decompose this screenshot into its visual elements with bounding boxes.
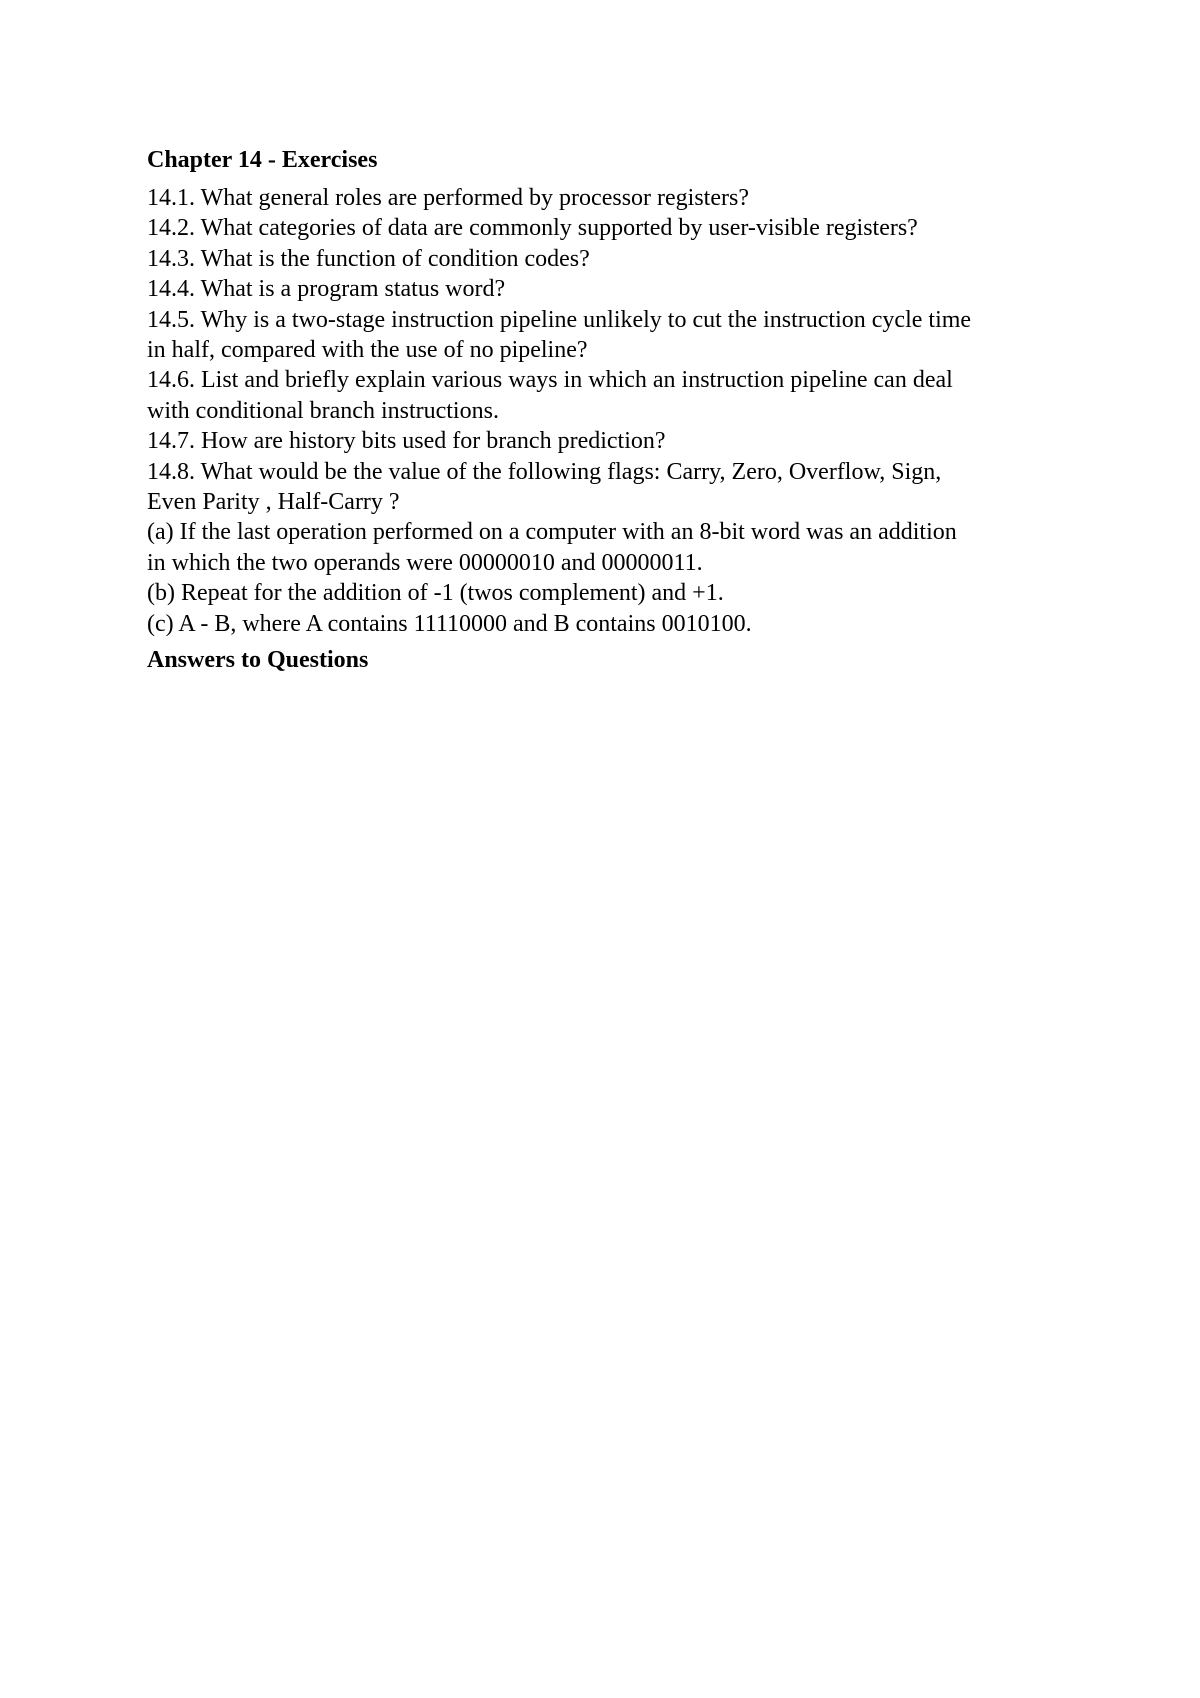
text-line: 14.6. List and briefly explain various ways in which an instruction pipeline can deal — [147, 367, 953, 394]
text-line: Even Parity , Half-Carry ? — [147, 489, 400, 516]
text-line: (c) A - B, where A contains 11110000 and B contains 0010100. — [147, 610, 752, 637]
text-line: 14.4. What is a program status word? — [147, 276, 506, 303]
text-line: (a) If the last operation performed on a computer with an 8-bit word was an addition — [147, 519, 957, 546]
exercise-lines — [147, 183, 1067, 639]
document-content — [147, 145, 1067, 675]
text-line: 14.1. What general roles are performed by processor registers? — [147, 185, 749, 211]
text-line: 14.2. What categories of data are commonly supported by user-visible registers? — [147, 215, 918, 242]
text-line: with conditional branch instructions. — [147, 397, 499, 424]
chapter-heading: Chapter 14 - Exercises — [147, 147, 378, 173]
text-line: 14.7. How are history bits used for branch prediction? — [147, 428, 666, 455]
text-line: 14.5. Why is a two-stage instruction pipeline unlikely to cut the instruction cycle time — [147, 306, 972, 333]
text-line: (b) Repeat for the addition of -1 (twos complement) and +1. — [147, 580, 724, 607]
text-line: in which the two operands were 00000010 and 00000011. — [147, 549, 703, 576]
text-line: in half, compared with the use of no pipeline? — [147, 337, 588, 364]
text-line: 14.8. What would be the value of the following flags: Carry, Zero, Overflow, Sign, — [147, 458, 942, 485]
answers-heading: Answers to Questions — [147, 647, 369, 674]
text-line: 14.3. What is the function of condition codes? — [147, 245, 590, 272]
